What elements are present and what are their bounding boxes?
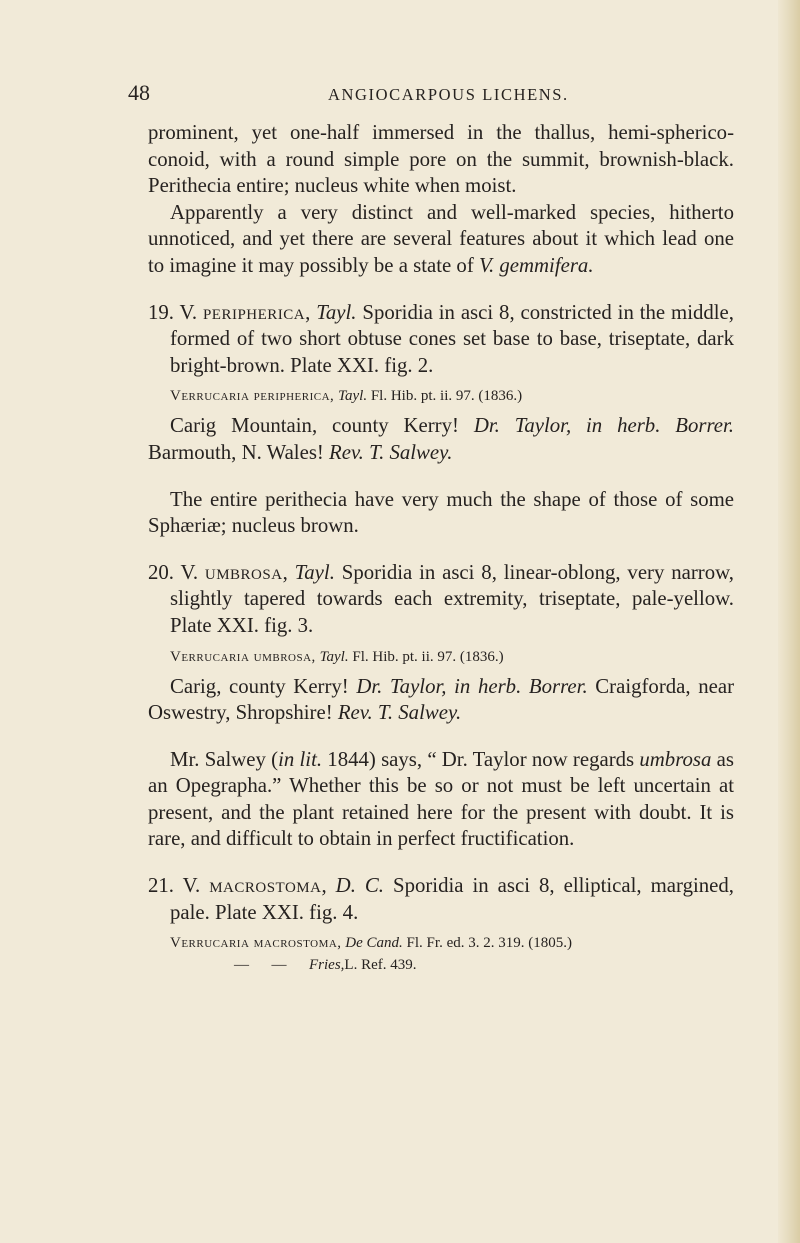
synonym-20: Verrucaria umbrosa, Tayl. Fl. Hib. pt. ii. 97. (1836.) [170, 648, 504, 665]
locality-20: Carig, county Kerry! Dr. Taylor, in herb. Borrer. Craigforda, near Oswestry, Shropshire! Rev. T. Salwey. [148, 674, 735, 725]
synonym-19: Verrucaria peripherica, Tayl. Fl. Hib. pt. ii. 97. (1836.) [170, 388, 523, 405]
species-entry-21: 21. V. macrostoma, D. C. Sporidia in asci 8, elliptical, margined, pale. Plate XXI. fig. 4. [148, 874, 734, 924]
species-entry-20: 20. V. umbrosa, Tayl. Sporidia in asci 8, linear-oblong, very narrow, slightly tapered towards each extremity, triseptate, pale-yellow. Plate XXI. fig. 3. [148, 560, 734, 637]
locality-19: Carig Mountain, county Kerry! Dr. Taylor, in herb. Borrer. Barmouth, N. Wales! Rev. T. Salwey. [148, 414, 734, 464]
species-name: peripherica [202, 300, 306, 324]
species-authority: Tayl. [294, 560, 335, 584]
paragraph-remark: Apparently a very distinct and well-marked species, hitherto unnoticed, and yet there are several features about it which lead one to imagine it may possibly be a state of V. gemmifera. [148, 200, 734, 277]
page-edge [778, 0, 800, 1243]
synonym-21: Verrucaria macrostoma, De Cand. Fl. Fr. ed. 3. 2. 319. (1805.) [170, 935, 572, 952]
synonym-21-fries: — — Fries,L. Ref. 439. [234, 957, 417, 974]
book-page [128, 80, 735, 982]
page-header [128, 80, 734, 120]
species-name: umbrosa [204, 560, 283, 584]
note-19: The entire perithecia have very much the shape of those of some Sphæriæ; nucleus brown. [148, 487, 734, 538]
running-head: ANGIOCARPOUS LICHENS. [328, 85, 569, 104]
page-number: 48 [128, 80, 150, 105]
species-entry-19: 19. V. peripherica, Tayl. Sporidia in asci 8, constricted in the middle, formed of two short obtuse cones set base to base, triseptate, dark bright-brown. Plate XXI. fig. 2. [148, 300, 734, 377]
species-authority: D. C. [335, 874, 384, 898]
note-20: Mr. Salwey (in lit. 1844) says, “ Dr. Taylor now regards umbrosa as an Opegrapha.” Whether this be so or not must be left uncertain at present, and the plant retained here for the present with doubt. It is rare, and difficult to obtain in perfect fructification. [148, 747, 734, 851]
species-authority: Tayl. [316, 300, 357, 324]
species-name: macrostoma [209, 874, 322, 898]
paragraph-continuation: prominent, yet one-half immersed in the thallus, hemi-spherico-conoid, with a round simple pore on the summit, brownish-black. Perithecia entire; nucleus white when moist. [148, 121, 734, 198]
